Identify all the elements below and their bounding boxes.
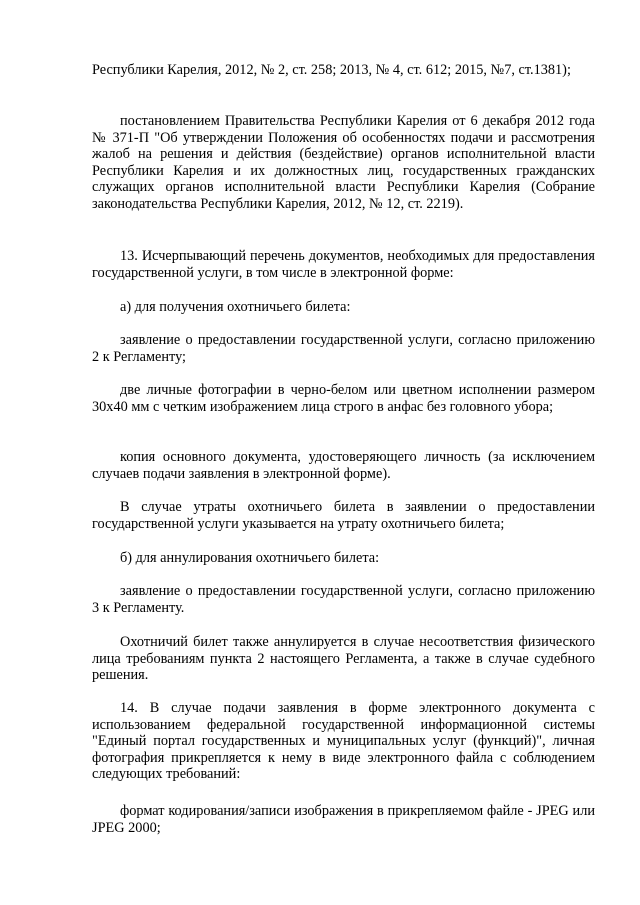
- paragraph-item-14: 14. В случае подачи заявления в форме электронного документа с использованием федеральной государственной информационной системы "Единый портал государственных и муниципальных услуг (функций)", личная фотография прикрепляется к нему в виде электронного файла с соблюдением следующих требований:: [92, 700, 595, 783]
- paragraph-subitem-b: б) для аннулирования охотничьего билета:: [120, 550, 380, 566]
- paragraph-subitem-a: а) для получения охотничьего билета:: [120, 299, 351, 315]
- paragraph-application-appendix-3: заявление о предоставлении государственной услуги, согласно приложению 3 к Регламенту.: [92, 583, 595, 616]
- paragraph-item-13: 13. Исчерпывающий перечень документов, необходимых для предоставления государственной услуги, в том числе в электронной форме:: [92, 248, 595, 281]
- paragraph-citation-continuation: Республики Карелия, 2012, № 2, ст. 258; 2013, № 4, ст. 612; 2015, №7, ст.1381);: [92, 62, 571, 78]
- paragraph-ticket-loss: В случае утраты охотничьего билета в заявлении о предоставлении государственной услуги указывается на утрату охотничьего билета;: [92, 499, 595, 532]
- paragraph-jpeg-format: формат кодирования/записи изображения в прикрепляемом файле - JPEG или JPEG 2000;: [92, 803, 595, 836]
- paragraph-identity-copy: копия основного документа, удостоверяющего личность (за исключением случаев подачи заявления в электронной форме).: [92, 449, 595, 482]
- paragraph-application-appendix-2: заявление о предоставлении государственной услуги, согласно приложению 2 к Регламенту;: [92, 332, 595, 365]
- paragraph-photographs: две личные фотографии в черно-белом или цветном исполнении размером 30x40 мм с четким изображением лица строго в анфас без головного убора;: [92, 382, 595, 415]
- paragraph-annulment: Охотничий билет также аннулируется в случае несоответствия физического лица требованиям пункта 2 настоящего Регламента, а также в случае судебного решения.: [92, 634, 595, 684]
- paragraph-resolution-371p: постановлением Правительства Республики Карелия от 6 декабря 2012 года № 371-П "Об утверждении Положения об особенностях подачи и рассмотрения жалоб на решения и действия (бездействие) органов исполнительной власти Республики Карелия и их должностных лиц, государственных гражданских служащих органов исполнительной власти Республики Карелия (Собрание законодательства Республики Карелия, 2012, № 12, ст. 2219).: [92, 113, 595, 212]
